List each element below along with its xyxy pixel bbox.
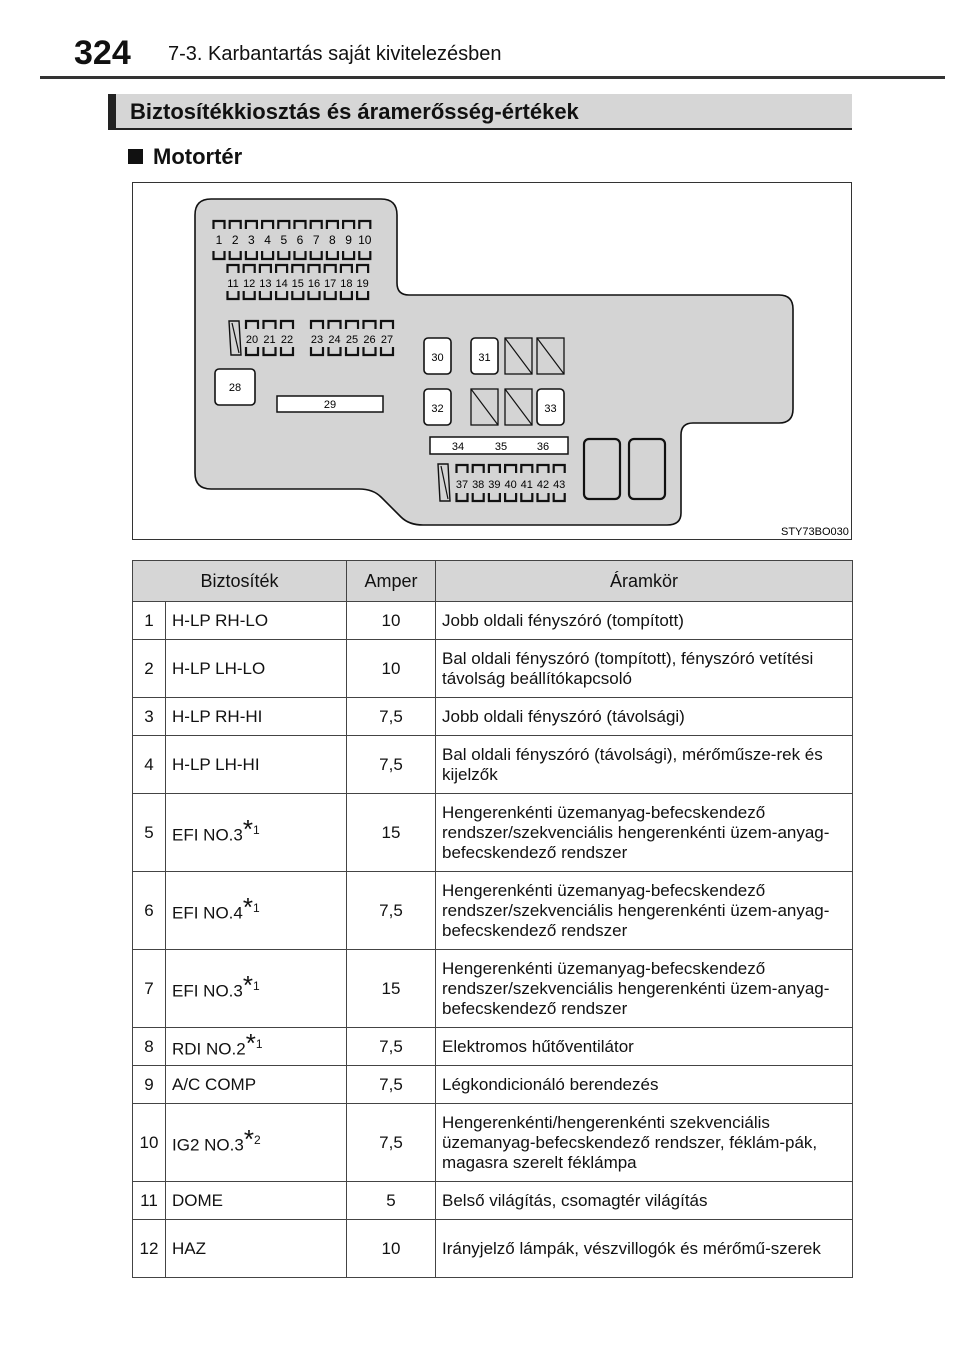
fuse-number: 5 <box>133 794 166 872</box>
fuse-label: 1 <box>215 233 223 247</box>
table-row <box>133 1220 853 1278</box>
fuse-label: 27 <box>380 334 394 346</box>
section-header <box>108 94 852 130</box>
fuse-name-cell <box>166 640 347 698</box>
fuse-label: 18 <box>340 278 353 290</box>
table-row <box>133 698 853 736</box>
fuse-label: 15 <box>291 278 304 290</box>
fuse-label: 41 <box>520 479 533 491</box>
fuse-label: 37 <box>455 479 469 491</box>
fuse-name: H-LP LH-HI <box>172 754 260 774</box>
fuse-label: 8 <box>329 233 336 247</box>
fuse-name-cell <box>166 794 347 872</box>
fuse-name: H-LP RH-LO <box>172 610 269 630</box>
fuse-name: DOME <box>172 1190 223 1210</box>
fuse-amper: 7,5 <box>347 698 436 736</box>
fuse-label: 31 <box>478 352 491 364</box>
fuse-label: 38 <box>472 479 485 491</box>
fuse-amper: 7,5 <box>347 1066 436 1104</box>
fuse-name-cell <box>166 736 347 794</box>
fuse-label: 21 <box>263 334 276 346</box>
fuse-label: 43 <box>553 479 566 491</box>
fuse-circuit: Légkondicionáló berendezés <box>436 1066 853 1104</box>
fuse-number: 1 <box>133 602 166 640</box>
table-row <box>133 1028 853 1066</box>
table-row <box>133 602 853 640</box>
table-row <box>133 872 853 950</box>
fuse-name: A/C COMP <box>172 1074 257 1094</box>
fuse-box-figure <box>132 182 852 540</box>
fuse-number: 4 <box>133 736 166 794</box>
fuse-amper: 10 <box>347 1220 436 1278</box>
footnote-ref: *1 <box>245 1028 263 1059</box>
fuse-name: EFI NO.3 <box>172 825 243 845</box>
fuse-label: 10 <box>358 233 372 247</box>
fuse-label: 33 <box>544 403 557 415</box>
fuse-name: H-LP RH-HI <box>172 706 263 726</box>
footnote-ref: *1 <box>242 814 260 845</box>
fuse-label: 16 <box>307 278 321 290</box>
fuse-label: 5 <box>280 233 288 247</box>
footnote-ref: *1 <box>242 970 260 1001</box>
fuse-circuit: Hengerenkénti üzemanyag-befecskendező rendszer/szekvenciális hengerenkénti üzem-anyag-befecskendező rendszer <box>436 794 853 872</box>
fuse-label: 42 <box>536 479 550 491</box>
fuse-amper: 10 <box>347 602 436 640</box>
fuse-name: IG2 NO.3 <box>172 1135 244 1155</box>
fuse-circuit: Elektromos hűtőventilátor <box>436 1028 853 1066</box>
section-title: Biztosítékkiosztás és áramerősség-értékek <box>130 99 579 124</box>
fuse-label: 17 <box>324 278 337 290</box>
fuse-label: 4 <box>264 233 271 247</box>
page-number: 324 <box>74 34 131 72</box>
fuse-box-diagram <box>133 183 853 541</box>
fuse-amper: 7,5 <box>347 736 436 794</box>
fuse-label: 2 <box>231 233 239 247</box>
table-row <box>133 736 853 794</box>
fuse-amper: 7,5 <box>347 1028 436 1066</box>
fuse-amper: 15 <box>347 950 436 1028</box>
fuse-label: 32 <box>431 403 444 415</box>
fuse-amper: 15 <box>347 794 436 872</box>
table-row <box>133 640 853 698</box>
table-row <box>133 950 853 1028</box>
fuse-number: 9 <box>133 1066 166 1104</box>
header-amper: Amper <box>347 561 436 602</box>
fuse-label: 13 <box>259 278 272 290</box>
fuse-amper: 5 <box>347 1182 436 1220</box>
fuse-number: 10 <box>133 1104 166 1182</box>
table-header-row <box>133 561 853 602</box>
fuse-label: 29 <box>323 399 337 411</box>
fuse-label: 7 <box>312 233 320 247</box>
fuse-label: 36 <box>536 441 550 453</box>
fuse-table <box>132 560 853 1278</box>
fuse-amper: 7,5 <box>347 872 436 950</box>
fuse-name-cell <box>166 602 347 640</box>
header-fuse: Biztosíték <box>133 561 347 602</box>
fuse-name: HAZ <box>172 1238 206 1258</box>
fuse-name: RDI NO.2 <box>172 1039 246 1059</box>
large-relay <box>629 439 665 499</box>
fuse-label: 23 <box>310 334 324 346</box>
table-row <box>133 1182 853 1220</box>
fuse-label: 25 <box>345 334 359 346</box>
fuse-label: 34 <box>451 441 465 453</box>
table-row <box>133 1104 853 1182</box>
fuse-label: 11 <box>227 278 239 290</box>
fuse-name: H-LP LH-LO <box>172 658 266 678</box>
header-circuit: Áramkör <box>436 561 853 602</box>
fuse-name-cell <box>166 1104 347 1182</box>
fuse-amper: 10 <box>347 640 436 698</box>
figure-code: STY73BO030 <box>781 526 849 538</box>
fuse-circuit: Bal oldali fényszóró (távolsági), mérőműsze-rek és kijelzők <box>436 736 853 794</box>
fuse-circuit: Belső világítás, csomagtér világítás <box>436 1182 853 1220</box>
fuse-label: 22 <box>280 334 294 346</box>
fuse-number: 8 <box>133 1028 166 1066</box>
fuse-name-cell <box>166 1220 347 1278</box>
fuse-label: 19 <box>356 278 369 290</box>
subsection-header <box>128 144 242 170</box>
fuse-number: 2 <box>133 640 166 698</box>
fuse-circuit: Jobb oldali fényszóró (tompított) <box>436 602 853 640</box>
footnote-ref: *1 <box>242 892 260 923</box>
table-row <box>133 794 853 872</box>
fuse-circuit: Bal oldali fényszóró (tompított), fényszóró vetítési távolság beállítókapcsoló <box>436 640 853 698</box>
top-rule <box>40 76 945 79</box>
fuse-circuit: Hengerenkénti üzemanyag-befecskendező rendszer/szekvenciális hengerenkénti üzem-anyag-befecskendező rendszer <box>436 950 853 1028</box>
fuse-name-cell <box>166 698 347 736</box>
fuse-name-cell <box>166 1028 347 1066</box>
table-row <box>133 1066 853 1104</box>
square-bullet-icon <box>128 149 143 164</box>
fuse-number: 6 <box>133 872 166 950</box>
fuse-name: EFI NO.3 <box>172 981 243 1001</box>
fuse-label: 3 <box>248 233 255 247</box>
fuse-name-cell <box>166 950 347 1028</box>
fuse-name-cell <box>166 1066 347 1104</box>
fuse-label: 35 <box>494 441 508 453</box>
fuse-amper: 7,5 <box>347 1104 436 1182</box>
subsection-title: Motortér <box>153 144 243 169</box>
fuse-label: 9 <box>345 233 352 247</box>
fuse-circuit: Hengerenkénti/hengerenkénti szekvenciális üzemanyag-befecskendező rendszer, féklám-pák, magasra szerelt féklámpa <box>436 1104 853 1182</box>
fuse-number: 3 <box>133 698 166 736</box>
fuse-label: 30 <box>431 352 444 364</box>
fuse-label: 14 <box>275 278 288 290</box>
fuse-label: 12 <box>243 278 256 290</box>
fuse-name: EFI NO.4 <box>172 903 243 923</box>
fuse-number: 11 <box>133 1182 166 1220</box>
fuse-label: 26 <box>363 334 376 346</box>
fuse-label: 24 <box>328 334 341 346</box>
fuse-circuit: Hengerenkénti üzemanyag-befecskendező rendszer/szekvenciális hengerenkénti üzem-anyag-befecskendező rendszer <box>436 872 853 950</box>
fuse-circuit: Jobb oldali fényszóró (távolsági) <box>436 698 853 736</box>
fuse-number: 12 <box>133 1220 166 1278</box>
large-relay <box>584 439 620 499</box>
fuse-name-cell <box>166 872 347 950</box>
fuse-label: 6 <box>296 233 304 247</box>
fuse-name-cell <box>166 1182 347 1220</box>
fuse-label: 40 <box>504 479 517 491</box>
fuse-label: 39 <box>488 479 501 491</box>
fuse-label: 20 <box>245 334 259 346</box>
chapter-title: 7-3. Karbantartás saját kivitelezésben <box>168 43 502 65</box>
footnote-ref: *2 <box>243 1124 261 1155</box>
fuse-circuit: Irányjelző lámpák, vészvillogók és mérőmű-szerek <box>436 1220 853 1278</box>
fuse-number: 7 <box>133 950 166 1028</box>
fuse-label: 28 <box>228 382 242 394</box>
